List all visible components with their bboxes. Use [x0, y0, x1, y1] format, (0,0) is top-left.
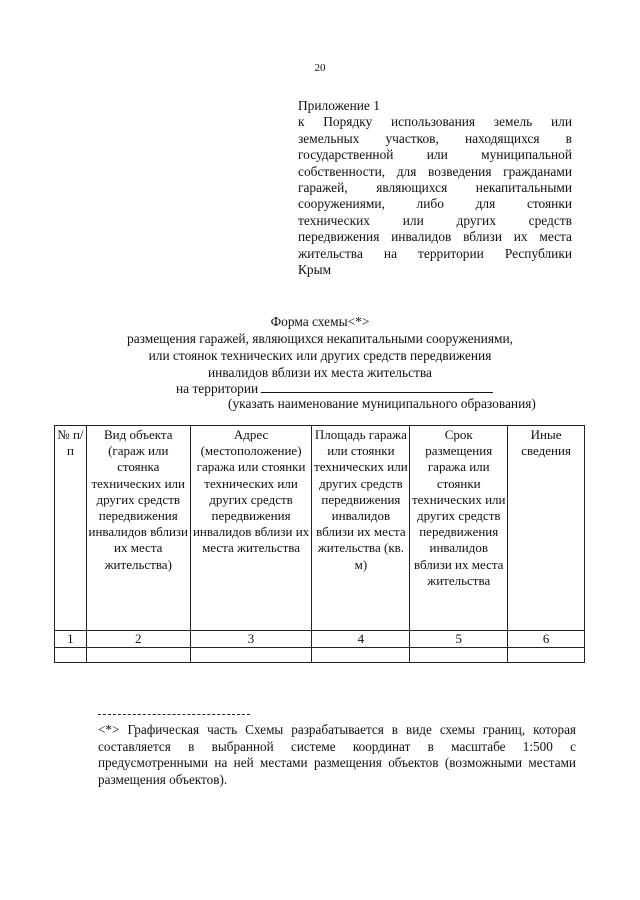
form-subtitle-line: инвалидов вблизи их места жительства [208, 365, 432, 380]
appendix-line: технических или других средств [298, 212, 572, 228]
column-number-cell: 1 [55, 631, 87, 648]
header-cell-address: Адрес (местоположение) гаража или стоянки технических или других средств передвижения инвалидов вблизи их места жительства [190, 426, 312, 631]
form-subtitle-line: или стоянок технических или других средств передвижения [148, 348, 492, 363]
table-header-row [55, 426, 585, 631]
empty-cell [190, 648, 312, 663]
empty-cell [508, 648, 585, 663]
header-cell-other: Иные сведения [508, 426, 585, 631]
header-cell-term: Срок размещения гаража или стоянки технических или других средств передвижения инвалидов вблизи их места жительства [410, 426, 508, 631]
appendix-line: передвижения инвалидов вблизи их места [298, 229, 572, 245]
column-number-cell: 3 [190, 631, 312, 648]
territory-blank-field [261, 380, 493, 393]
appendix-line: к Порядку использования земель или [298, 114, 572, 130]
column-number-cell: 6 [508, 631, 585, 648]
footnote-separator [98, 714, 250, 715]
table-row [55, 648, 585, 663]
page-number: 20 [314, 62, 326, 74]
appendix-line: гаражей, являющихся некапитальными [298, 180, 572, 196]
form-title: Форма схемы<*> [270, 314, 370, 329]
header-cell-object-type: Вид объекта (гараж или стоянка технических или других средств передвижения инвалидов вблизи их места жительства) [86, 426, 190, 631]
appendix-line: сооружениями, либо для стоянки [298, 196, 572, 212]
appendix-line: собственности, для возведения гражданами [298, 163, 572, 179]
scheme-table [54, 425, 585, 663]
appendix-line: земельных участков, находящихся в [298, 130, 572, 146]
empty-cell [410, 648, 508, 663]
territory-label: на территории [176, 381, 259, 396]
empty-cell [55, 648, 87, 663]
header-cell-number: № п/п [55, 426, 87, 631]
appendix-block [298, 98, 572, 278]
footnote-text: <*> Графическая часть Схемы разрабатывается в виде схемы границ, которая составляется в выбранной системе координат в масштабе 1:500 с предусмотренными на ней местами размещения объектов (возможными местами размещения объектов). [98, 722, 576, 787]
column-number-cell: 4 [312, 631, 410, 648]
territory-hint: (указать наименование муниципального образования) [228, 396, 536, 411]
form-subtitle-line: размещения гаражей, являющихся некапитальными сооружениями, [127, 331, 513, 346]
appendix-line: государственной или муниципальной [298, 147, 572, 163]
empty-cell [312, 648, 410, 663]
territory-line [176, 380, 493, 397]
appendix-line: жительства на территории Республики [298, 245, 572, 261]
appendix-title: Приложение 1 [298, 98, 380, 113]
column-number-cell: 2 [86, 631, 190, 648]
header-cell-area: Площадь гаража или стоянки технических или других средств передвижения инвалидов вблизи их места жительства (кв. м) [312, 426, 410, 631]
table-row [55, 631, 585, 648]
appendix-line: Крым [298, 262, 332, 278]
empty-cell [86, 648, 190, 663]
column-number-cell: 5 [410, 631, 508, 648]
